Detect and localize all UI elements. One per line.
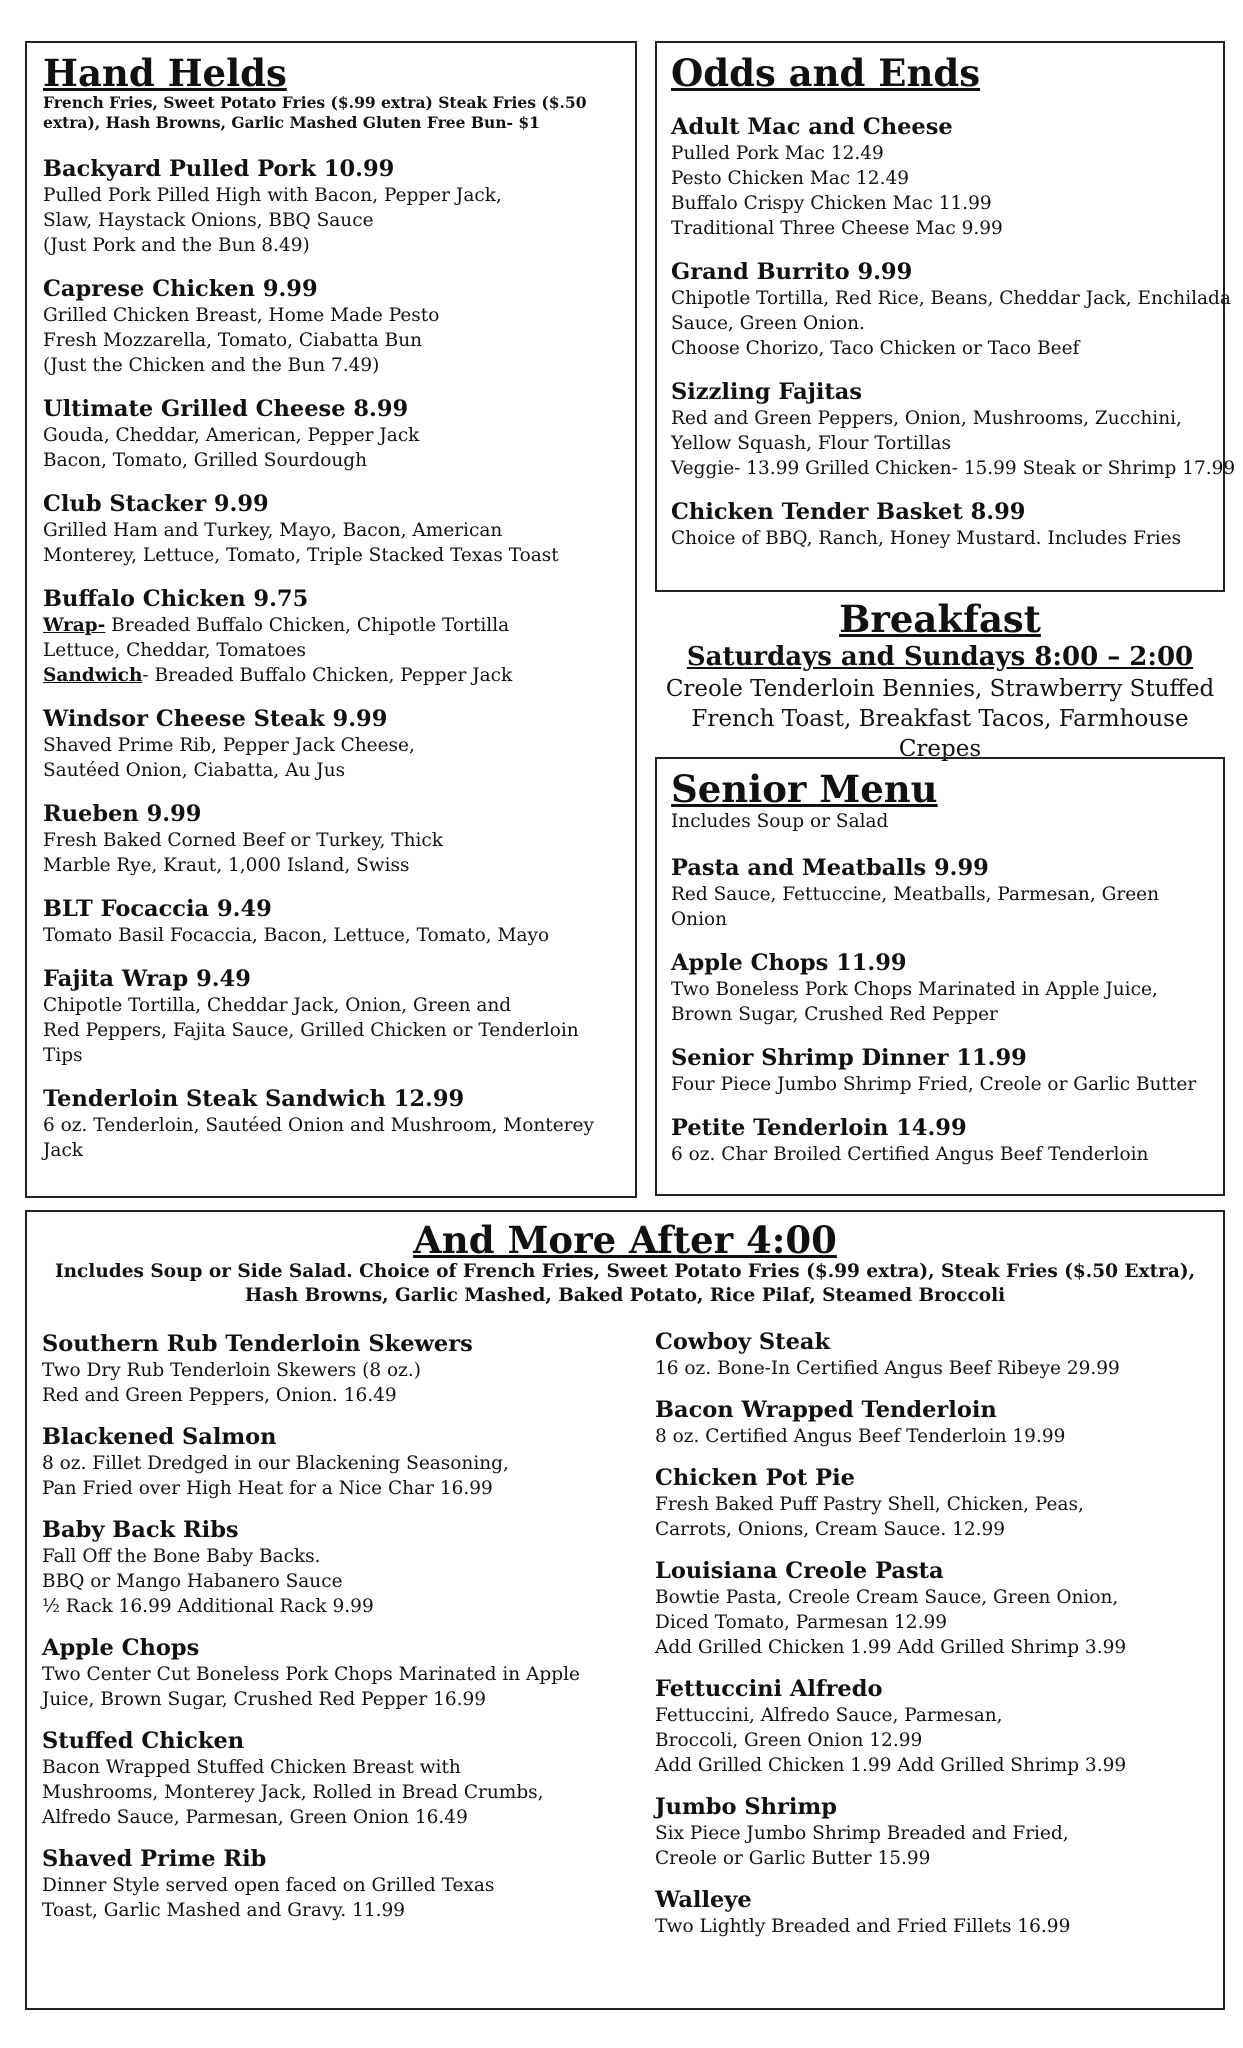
sandwich-text: - Breaded Buffalo Chicken, Pepper Jack [142,665,513,686]
item-name: Club Stacker 9.99 [43,491,269,517]
item-desc: Four Piece Jumbo Shrimp Fried, Creole or Garlic Butter [671,1074,1197,1095]
item-desc: Alfredo Sauce, Parmesan, Green Onion 16.49 [42,1807,468,1828]
after-four-right-column [655,1328,1215,1939]
menu-item [655,1675,1215,1778]
item-desc: Broccoli, Green Onion 12.99 [655,1730,923,1751]
item-desc: Veggie- 13.99 Grilled Chicken- 15.99 Steak or Shrimp 17.99 [671,458,1236,479]
item-desc: Traditional Three Cheese Mac 9.99 [671,218,1003,239]
item-name: Windsor Cheese Steak 9.99 [43,706,388,732]
item-desc: Grilled Ham and Turkey, Mayo, Bacon, American [43,520,503,541]
item-name: BLT Focaccia 9.49 [43,896,272,922]
item-desc: Pesto Chicken Mac 12.49 [671,168,909,189]
hand-helds-list [43,155,619,1163]
item-name: Blackened Salmon [42,1424,277,1450]
menu-item [655,1793,1215,1871]
menu-item [655,1328,1215,1381]
item-desc: Juice, Brown Sugar, Crushed Red Pepper 16.99 [42,1689,487,1710]
item-desc: Chipotle Tortilla, Red Rice, Beans, Cheddar Jack, Enchilada [671,288,1231,309]
hand-helds-section [25,41,637,1198]
item-desc: Mushrooms, Monterey Jack, Rolled in Bread Crumbs, [42,1782,544,1803]
breakfast-line: Creole Tenderloin Bennies, Strawberry Stuffed [665,676,1215,702]
item-desc: Two Boneless Pork Chops Marinated in Apple Juice, [671,979,1158,1000]
menu-item [43,965,619,1068]
item-desc: Bacon Wrapped Stuffed Chicken Breast with [42,1757,461,1778]
item-desc: Diced Tomato, Parmesan 12.99 [655,1612,947,1633]
senior-menu-section [655,757,1225,1196]
item-desc [43,613,619,638]
item-desc: Two Lightly Breaded and Fried Fillets 16.99 [655,1916,1071,1937]
item-desc: Sautéed Onion, Ciabatta, Au Jus [43,760,346,781]
item-desc: Fall Off the Bone Baby Backs. [42,1546,321,1567]
item-desc: Buffalo Crispy Chicken Mac 11.99 [671,193,992,214]
item-desc: Six Piece Jumbo Shrimp Breaded and Fried, [655,1823,1069,1844]
item-name: Apple Chops 11.99 [671,950,907,976]
item-name: Backyard Pulled Pork 10.99 [43,156,395,182]
menu-item [43,155,619,258]
item-desc: Red and Green Peppers, Onion. 16.49 [42,1385,397,1406]
item-name: Walleye [655,1887,752,1913]
item-name: Sizzling Fajitas [671,379,863,405]
item-desc: Shaved Prime Rib, Pepper Jack Cheese, [43,735,415,756]
item-desc: Fresh Mozzarella, Tomato, Ciabatta Bun [43,330,423,351]
item-desc: Fresh Baked Puff Pastry Shell, Chicken, Peas, [655,1494,1084,1515]
item-desc: Slaw, Haystack Onions, BBQ Sauce [43,210,374,231]
item-desc: Red Sauce, Fettuccine, Meatballs, Parmesan, Green Onion [671,884,1160,930]
breakfast-line: French Toast, Breakfast Tacos, Farmhouse Crepes [691,706,1189,762]
menu-item [655,1464,1215,1542]
senior-menu-title: Senior Menu [671,767,938,811]
sandwich-label: Sandwich [43,665,143,686]
item-desc [43,663,619,688]
after-four-left-column [42,1330,642,1923]
item-name: Tenderloin Steak Sandwich 12.99 [43,1086,465,1112]
item-desc: Fettuccini, Alfredo Sauce, Parmesan, [655,1705,1003,1726]
item-desc: Pan Fried over High Heat for a Nice Char 16.99 [42,1478,493,1499]
item-name: Grand Burrito 9.99 [671,259,913,285]
item-desc: BBQ or Mango Habanero Sauce [42,1571,343,1592]
item-name: Senior Shrimp Dinner 11.99 [671,1045,1027,1071]
menu-item [671,378,1236,481]
menu-item [671,258,1231,361]
item-desc: Two Dry Rub Tenderloin Skewers (8 oz.) [42,1360,421,1381]
item-name: Petite Tenderloin 14.99 [671,1115,967,1141]
item-name: Louisiana Creole Pasta [655,1558,944,1584]
item-name: Fajita Wrap 9.49 [43,966,251,992]
item-desc: 8 oz. Fillet Dredged in our Blackening Seasoning, [42,1453,509,1474]
after-four-header [27,1212,1223,1308]
item-name: Rueben 9.99 [43,801,202,827]
item-desc: Yellow Squash, Flour Tortillas [671,433,951,454]
item-name: Pasta and Meatballs 9.99 [671,855,989,881]
wrap-label: Wrap- [43,615,106,636]
item-desc: Sauce, Green Onion. [671,313,865,334]
menu-item [671,854,1209,932]
menu-item [671,498,1209,551]
menu-item [43,585,619,688]
item-desc: Dinner Style served open faced on Grilled Texas [42,1875,495,1896]
menu-item [655,1886,1215,1939]
menu-item [42,1845,642,1923]
item-desc: Red Peppers, Fajita Sauce, Grilled Chicken or Tenderloin Tips [43,1020,579,1066]
item-name: Cowboy Steak [655,1329,831,1355]
breakfast-section [655,598,1225,764]
item-desc: Fresh Baked Corned Beef or Turkey, Thick [43,830,443,851]
item-name: Apple Chops [42,1635,200,1661]
item-desc: Carrots, Onions, Cream Sauce. 12.99 [655,1519,1006,1540]
item-name: Chicken Pot Pie [655,1465,855,1491]
menu-item [42,1634,642,1712]
item-desc: Marble Rye, Kraut, 1,000 Island, Swiss [43,855,410,876]
item-desc: 6 oz. Char Broiled Certified Angus Beef Tenderloin [671,1144,1149,1165]
item-name: Southern Rub Tenderloin Skewers [42,1331,473,1357]
after-four-title: And More After 4:00 [413,1218,837,1262]
item-desc: 16 oz. Bone-In Certified Angus Beef Ribeye 29.99 [655,1358,1120,1379]
menu-item [655,1396,1215,1449]
item-desc: 8 oz. Certified Angus Beef Tenderloin 19.99 [655,1426,1066,1447]
item-name: Ultimate Grilled Cheese 8.99 [43,396,409,422]
item-desc: Gouda, Cheddar, American, Pepper Jack [43,425,420,446]
menu-item [42,1330,642,1408]
item-desc: Chipotle Tortilla, Cheddar Jack, Onion, Green and [43,995,512,1016]
breakfast-hours: Saturdays and Sundays 8:00 – 2:00 [686,642,1194,672]
menu-item [43,275,619,378]
menu-item [43,490,619,568]
menu-item [43,705,619,783]
after-four-subtitle: Includes Soup or Side Salad. Choice of French Fries, Sweet Potato Fries ($.99 extra), Steak Fries ($.50 Extra), [54,1261,1196,1282]
menu-item [43,895,619,948]
item-desc: Two Center Cut Boneless Pork Chops Marinated in Apple [42,1664,580,1685]
item-name: Adult Mac and Cheese [671,114,953,140]
menu-item [42,1423,642,1501]
item-desc: Toast, Garlic Mashed and Gravy. 11.99 [42,1900,406,1921]
item-desc: Brown Sugar, Crushed Red Pepper [671,1004,998,1025]
item-desc: Add Grilled Chicken 1.99 Add Grilled Shrimp 3.99 [655,1755,1127,1776]
item-name: Jumbo Shrimp [655,1794,837,1820]
item-name: Bacon Wrapped Tenderloin [655,1397,997,1423]
item-desc: (Just Pork and the Bun 8.49) [43,235,310,256]
item-desc: Tomato Basil Focaccia, Bacon, Lettuce, Tomato, Mayo [43,925,550,946]
menu-item [43,1085,619,1163]
menu-item [655,1557,1215,1660]
item-desc: Pulled Pork Pilled High with Bacon, Pepper Jack, [43,185,502,206]
item-name: Stuffed Chicken [42,1728,245,1754]
menu-item [43,800,619,878]
breakfast-title: Breakfast [839,597,1041,641]
item-desc: (Just the Chicken and the Bun 7.49) [43,355,380,376]
odds-and-ends-title: Odds and Ends [671,51,981,95]
menu-item [671,1114,1209,1167]
after-four-subtitle: Hash Browns, Garlic Mashed, Baked Potato, Rice Pilaf, Steamed Broccoli [244,1285,1006,1306]
item-name: Caprese Chicken 9.99 [43,276,318,302]
menu-item [671,949,1209,1027]
item-desc: Grilled Chicken Breast, Home Made Pesto [43,305,440,326]
item-desc: Lettuce, Cheddar, Tomatoes [43,640,307,661]
after-four-section [25,1210,1225,2010]
menu-item [42,1516,642,1619]
menu-item [671,1044,1209,1097]
item-name: Buffalo Chicken 9.75 [43,586,309,612]
item-name: Fettuccini Alfredo [655,1676,883,1702]
item-desc: Creole or Garlic Butter 15.99 [655,1848,931,1869]
item-name: Baby Back Ribs [42,1517,239,1543]
item-desc: Add Grilled Chicken 1.99 Add Grilled Shrimp 3.99 [655,1637,1127,1658]
item-desc: Pulled Pork Mac 12.49 [671,143,884,164]
item-name: Shaved Prime Rib [42,1846,267,1872]
menu-item [42,1727,642,1830]
item-desc: Red and Green Peppers, Onion, Mushrooms, Zucchini, [671,408,1182,429]
menu-item [671,113,1209,241]
item-desc: Choice of BBQ, Ranch, Honey Mustard. Includes Fries [671,528,1182,549]
item-name: Chicken Tender Basket 8.99 [671,499,1026,525]
menu-item [43,395,619,473]
item-desc: Monterey, Lettuce, Tomato, Triple Stacked Texas Toast [43,545,559,566]
senior-menu-subtitle: Includes Soup or Salad [671,811,889,832]
hand-helds-subtitle: French Fries, Sweet Potato Fries ($.99 extra) Steak Fries ($.50 extra), Hash Browns, Garlic Mashed Gluten Free Bun- $1 [43,93,587,132]
wrap-text: Breaded Buffalo Chicken, Chipotle Tortilla [105,615,510,636]
hand-helds-title: Hand Helds [43,51,287,95]
item-desc: Choose Chorizo, Taco Chicken or Taco Beef [671,338,1080,359]
odds-and-ends-section [655,41,1236,592]
item-desc: Bowtie Pasta, Creole Cream Sauce, Green Onion, [655,1587,1119,1608]
item-desc: 6 oz. Tenderloin, Sautéed Onion and Mushroom, Monterey Jack [43,1115,594,1161]
item-desc: Bacon, Tomato, Grilled Sourdough [43,450,368,471]
item-desc: ½ Rack 16.99 Additional Rack 9.99 [42,1596,374,1617]
